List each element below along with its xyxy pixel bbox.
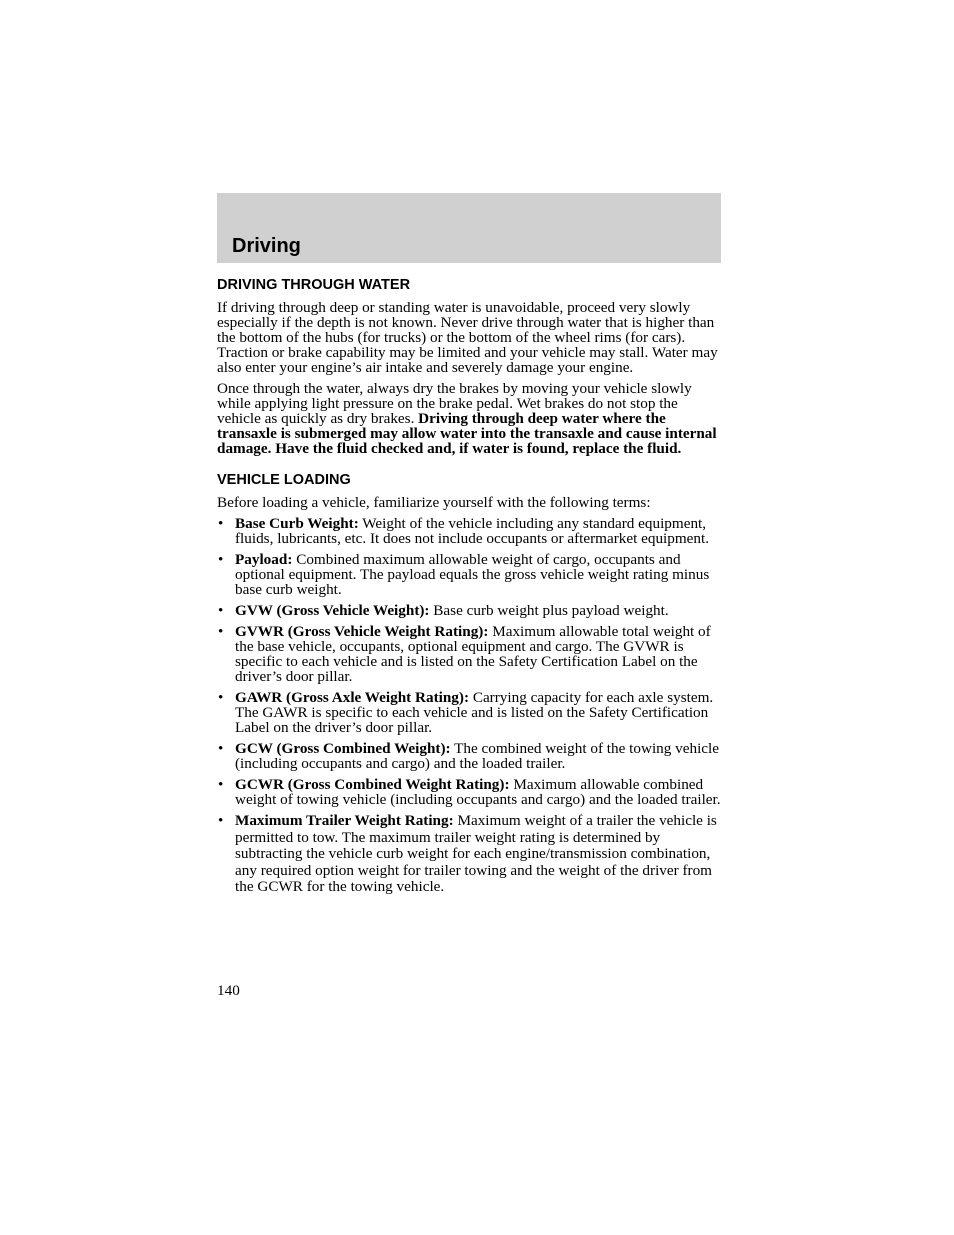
bullet: •	[218, 776, 224, 793]
definition: Carrying capacity for each axle system. The GAWR is specific to each vehicle and is listed on the Safety Certification Label on the driver’s door pillar.	[235, 689, 714, 736]
list-item	[217, 603, 723, 618]
definition: Weight of the vehicle including any standard equipment, fluids, lubricants, etc. It does not include occupants or aftermarket equipment.	[235, 515, 710, 547]
term: Payload:	[235, 551, 293, 568]
paragraph-water-warning: If driving through deep or standing water is unavoidable, proceed very slowly especially if the depth is not known. Never drive through water that is higher than the bottom of the hubs (for trucks) or the bottom of the wheel rims (for cars). Traction or brake capability may be limited and your vehicle may stall. Water may also enter your engine’s air intake and severely damage your engine.	[217, 299, 718, 376]
list-item	[217, 777, 723, 807]
list-item	[217, 690, 723, 735]
definition: Maximum weight of a trailer the vehicle is permitted to tow. The maximum trailer weight rating is determined by subtracting the vehicle curb weight for each engine/transmission combination, any required option weight for trailer towing and the weight of the driver from the GCWR for the towing vehicle.	[235, 812, 717, 895]
list-item	[217, 813, 723, 896]
definition: Maximum allowable combined weight of towing vehicle (including occupants and cargo) and the loaded trailer.	[235, 776, 721, 808]
term: GCWR (Gross Combined Weight Rating):	[235, 776, 510, 793]
paragraph-loading-intro: Before loading a vehicle, familiarize yourself with the following terms:	[217, 494, 651, 511]
transaxle-warning: Driving through deep water where the transaxle is submerged may allow water into the transaxle and cause internal damage. Have the fluid checked and, if water is found, replace the fluid.	[217, 410, 717, 457]
list-item	[217, 516, 723, 546]
term: GVW (Gross Vehicle Weight):	[235, 602, 430, 619]
definition: Maximum allowable total weight of the base vehicle, occupants, optional equipment and cargo. The GVWR is specific to each vehicle and is listed on the Safety Certification Label on the driver’s door pillar.	[235, 623, 711, 685]
list-item	[217, 741, 723, 771]
bullet: •	[218, 515, 224, 532]
definition: Combined maximum allowable weight of cargo, occupants and optional equipment. The payload equals the gross vehicle weight rating minus base curb weight.	[235, 551, 710, 598]
heading-vehicle-loading: VEHICLE LOADING	[217, 472, 351, 488]
definition: Base curb weight plus payload weight.	[429, 602, 669, 619]
list-item	[217, 552, 723, 597]
heading-driving-through-water: DRIVING THROUGH WATER	[217, 277, 411, 293]
paragraph-dry-brakes	[217, 381, 723, 456]
section-title: Driving	[232, 235, 301, 257]
section-header-bar	[217, 193, 721, 263]
bullet: •	[218, 689, 224, 706]
page-content	[217, 277, 723, 902]
definition: The combined weight of the towing vehicle (including occupants and cargo) and the loaded trailer.	[235, 740, 719, 772]
dry-brakes-text: Once through the water, always dry the brakes by moving your vehicle slowly while applying light pressure on the brake pedal. Wet brakes do not stop the vehicle as quickly as dry brakes.	[217, 380, 692, 427]
term: GVWR (Gross Vehicle Weight Rating):	[235, 623, 489, 640]
bullet: •	[218, 551, 224, 568]
term: Maximum Trailer Weight Rating:	[235, 812, 454, 829]
bullet: •	[218, 812, 224, 829]
bullet: •	[218, 740, 224, 757]
bullet: •	[218, 602, 224, 619]
page-number: 140	[217, 982, 240, 999]
term: Base Curb Weight:	[235, 515, 359, 532]
bullet: •	[218, 623, 224, 640]
loading-terms-list	[217, 516, 723, 896]
term: GAWR (Gross Axle Weight Rating):	[235, 689, 470, 706]
term: GCW (Gross Combined Weight):	[235, 740, 451, 757]
list-item	[217, 624, 723, 684]
